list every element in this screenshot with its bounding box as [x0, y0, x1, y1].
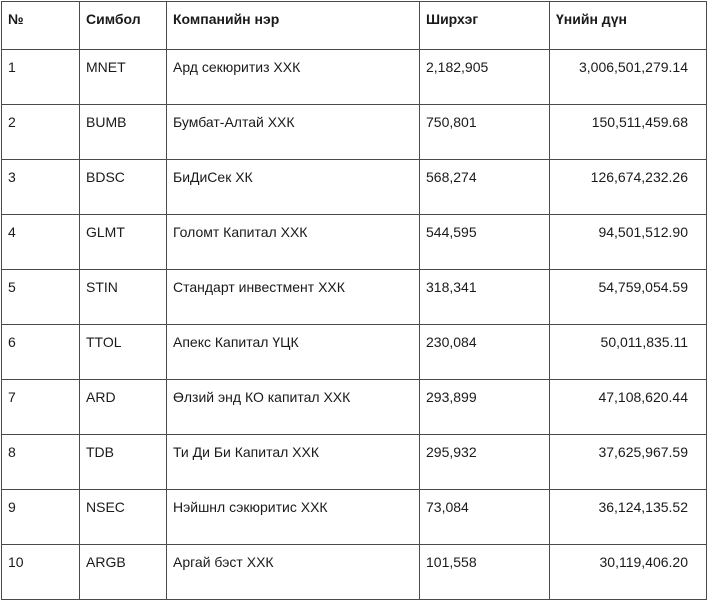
cell-number: 7: [2, 380, 80, 435]
cell-company-name: Нэйшнл сэкюритис ХХК: [167, 490, 420, 545]
cell-amount: 36,124,135.52: [550, 490, 707, 545]
table-row: [2, 160, 707, 215]
table-row: [2, 380, 707, 435]
cell-company-name: Ард секюритиз ХХК: [167, 50, 420, 105]
header-quantity: Ширхэг: [420, 2, 550, 50]
cell-company-name: Өлзий энд КО капитал ХХК: [167, 380, 420, 435]
header-row: [2, 2, 707, 50]
cell-amount: 150,511,459.68: [550, 105, 707, 160]
cell-quantity: 568,274: [420, 160, 550, 215]
cell-quantity: 101,558: [420, 545, 550, 600]
cell-symbol: TDB: [80, 435, 167, 490]
table-header: [2, 2, 707, 50]
cell-quantity: 544,595: [420, 215, 550, 270]
cell-quantity: 2,182,905: [420, 50, 550, 105]
cell-number: 9: [2, 490, 80, 545]
cell-symbol: BUMB: [80, 105, 167, 160]
cell-company-name: Стандарт инвестмент ХХК: [167, 270, 420, 325]
cell-symbol: NSEC: [80, 490, 167, 545]
cell-number: 8: [2, 435, 80, 490]
table-row: [2, 435, 707, 490]
cell-company-name: Ти Ди Би Капитал ХХК: [167, 435, 420, 490]
table-row: [2, 105, 707, 160]
cell-amount: 3,006,501,279.14: [550, 50, 707, 105]
cell-quantity: 230,084: [420, 325, 550, 380]
table-row: [2, 270, 707, 325]
cell-amount: 47,108,620.44: [550, 380, 707, 435]
table-row: [2, 490, 707, 545]
cell-symbol: MNET: [80, 50, 167, 105]
table-body: [2, 50, 707, 600]
table-row: [2, 215, 707, 270]
cell-symbol: STIN: [80, 270, 167, 325]
cell-amount: 126,674,232.26: [550, 160, 707, 215]
header-company-name: Компанийн нэр: [167, 2, 420, 50]
cell-symbol: ARD: [80, 380, 167, 435]
header-symbol: Симбол: [80, 2, 167, 50]
header-number: №: [2, 2, 80, 50]
header-amount: Үнийн дүн: [550, 2, 707, 50]
cell-amount: 30,119,406.20: [550, 545, 707, 600]
cell-company-name: Голомт Капитал ХХК: [167, 215, 420, 270]
table-row: [2, 545, 707, 600]
cell-quantity: 293,899: [420, 380, 550, 435]
cell-company-name: Бумбат-Алтай ХХК: [167, 105, 420, 160]
cell-number: 10: [2, 545, 80, 600]
cell-number: 2: [2, 105, 80, 160]
cell-number: 6: [2, 325, 80, 380]
cell-amount: 54,759,054.59: [550, 270, 707, 325]
cell-symbol: GLMT: [80, 215, 167, 270]
cell-company-name: Апекс Капитал ҮЦК: [167, 325, 420, 380]
table-row: [2, 325, 707, 380]
cell-amount: 37,625,967.59: [550, 435, 707, 490]
cell-quantity: 73,084: [420, 490, 550, 545]
cell-number: 4: [2, 215, 80, 270]
table-row: [2, 50, 707, 105]
cell-quantity: 750,801: [420, 105, 550, 160]
cell-company-name: БиДиСек ХК: [167, 160, 420, 215]
cell-number: 3: [2, 160, 80, 215]
cell-quantity: 295,932: [420, 435, 550, 490]
cell-amount: 94,501,512.90: [550, 215, 707, 270]
broker-ranking-table: [1, 1, 707, 600]
cell-symbol: ARGB: [80, 545, 167, 600]
cell-symbol: BDSC: [80, 160, 167, 215]
cell-company-name: Аргай бэст ХХК: [167, 545, 420, 600]
cell-quantity: 318,341: [420, 270, 550, 325]
cell-number: 1: [2, 50, 80, 105]
cell-number: 5: [2, 270, 80, 325]
cell-symbol: TTOL: [80, 325, 167, 380]
cell-amount: 50,011,835.11: [550, 325, 707, 380]
